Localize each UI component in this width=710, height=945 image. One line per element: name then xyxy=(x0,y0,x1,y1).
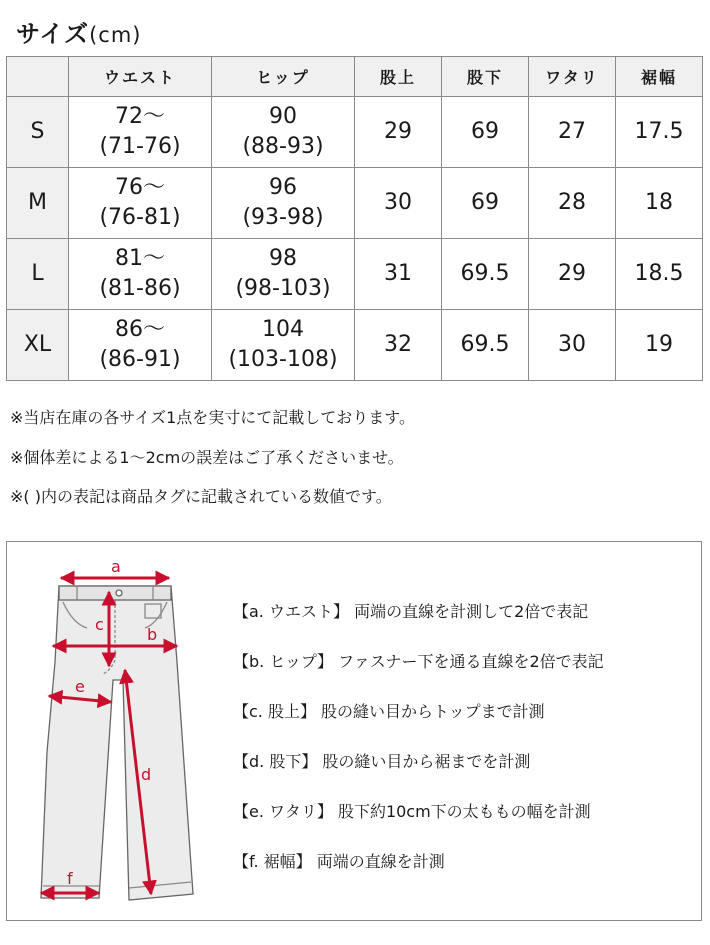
hem-cell: 18 xyxy=(616,168,703,239)
measurement-guide xyxy=(6,541,702,921)
inseam-cell: 69 xyxy=(442,168,529,239)
waist-value: 81〜 xyxy=(115,246,165,271)
page-title xyxy=(16,14,141,49)
waist-value: 72〜 xyxy=(115,104,165,129)
hip-tag-range: (88-93) xyxy=(242,134,324,159)
note-line: ※当店在庫の各サイズ1点を実寸にて記載しております。 xyxy=(10,408,416,427)
waist-tag-range: (76-81) xyxy=(99,205,181,230)
pants-body xyxy=(41,586,193,900)
label-b: b xyxy=(147,625,158,644)
thigh-cell: 27 xyxy=(529,97,616,168)
hip-value: 96 xyxy=(269,175,297,200)
table-header-row xyxy=(7,57,703,97)
size-label: L xyxy=(7,239,69,310)
hip-value: 90 xyxy=(269,104,297,129)
size-label: M xyxy=(7,168,69,239)
size-table xyxy=(6,56,703,381)
hem-cell: 18.5 xyxy=(616,239,703,310)
header-rise: 股上 xyxy=(355,57,442,97)
rise-cell: 32 xyxy=(355,310,442,381)
inseam-cell: 69.5 xyxy=(442,310,529,381)
rise-cell: 29 xyxy=(355,97,442,168)
hip-cell xyxy=(212,310,355,381)
title-main: サイズ xyxy=(16,20,90,48)
header-thigh: ワタリ xyxy=(529,57,616,97)
note-line: ※( )内の表記は商品タグに記載されている数値です。 xyxy=(10,487,392,506)
waist-tag-range: (81-86) xyxy=(99,276,181,301)
size-label: S xyxy=(7,97,69,168)
label-e: e xyxy=(75,677,85,696)
header-corner xyxy=(7,57,69,97)
table-row xyxy=(7,239,703,310)
legend-item: 【f. 裾幅】 両端の直線を計測 xyxy=(233,852,445,871)
hip-cell xyxy=(212,168,355,239)
header-inseam: 股下 xyxy=(442,57,529,97)
hip-tag-range: (103-108) xyxy=(228,347,338,372)
waist-tag-range: (86-91) xyxy=(99,347,181,372)
waistband xyxy=(59,586,171,600)
legend-item: 【c. 股上】 股の縫い目からトップまで計測 xyxy=(233,702,545,721)
button xyxy=(116,590,122,596)
hem-cell: 19 xyxy=(616,310,703,381)
size-label: XL xyxy=(7,310,69,381)
header-hem: 裾幅 xyxy=(616,57,703,97)
inseam-cell: 69.5 xyxy=(442,239,529,310)
label-a: a xyxy=(111,557,121,576)
hem-cell: 17.5 xyxy=(616,97,703,168)
label-c: c xyxy=(95,615,104,634)
label-d: d xyxy=(141,765,152,784)
header-waist: ウエスト xyxy=(69,57,212,97)
thigh-cell: 29 xyxy=(529,239,616,310)
legend-item: 【d. 股下】 股の縫い目から裾までを計測 xyxy=(233,752,531,771)
waist-tag-range: (71-76) xyxy=(99,134,181,159)
table-row xyxy=(7,310,703,381)
notes xyxy=(10,398,415,517)
label-f: f xyxy=(67,869,73,888)
hip-cell xyxy=(212,239,355,310)
thigh-cell: 30 xyxy=(529,310,616,381)
table-row xyxy=(7,97,703,168)
legend-item: 【b. ヒップ】 ファスナー下を通る直線を2倍で表記 xyxy=(233,652,604,671)
table-row xyxy=(7,168,703,239)
hip-cell xyxy=(212,97,355,168)
header-hip: ヒップ xyxy=(212,57,355,97)
rise-cell: 30 xyxy=(355,168,442,239)
thigh-cell: 28 xyxy=(529,168,616,239)
title-unit: (cm) xyxy=(89,23,142,47)
waist-cell xyxy=(69,310,212,381)
hip-value: 104 xyxy=(262,317,304,342)
legend-item: 【e. ワタリ】 股下約10cm下の太ももの幅を計測 xyxy=(233,802,591,821)
waist-cell xyxy=(69,168,212,239)
note-line: ※個体差による1〜2cmの誤差はご了承くださいませ。 xyxy=(10,447,404,467)
hip-tag-range: (98-103) xyxy=(235,276,331,301)
waist-value: 86〜 xyxy=(115,317,165,342)
legend-item: 【a. ウエスト】 両端の直線を計測して2倍で表記 xyxy=(233,602,589,621)
inseam-cell: 69 xyxy=(442,97,529,168)
rise-cell: 31 xyxy=(355,239,442,310)
waist-cell xyxy=(69,239,212,310)
waist-value: 76〜 xyxy=(115,175,165,200)
hip-value: 98 xyxy=(269,246,297,271)
measurement-legend xyxy=(233,599,604,899)
waist-cell xyxy=(69,97,212,168)
hip-tag-range: (93-98) xyxy=(242,205,324,230)
pants-illustration xyxy=(41,586,193,900)
